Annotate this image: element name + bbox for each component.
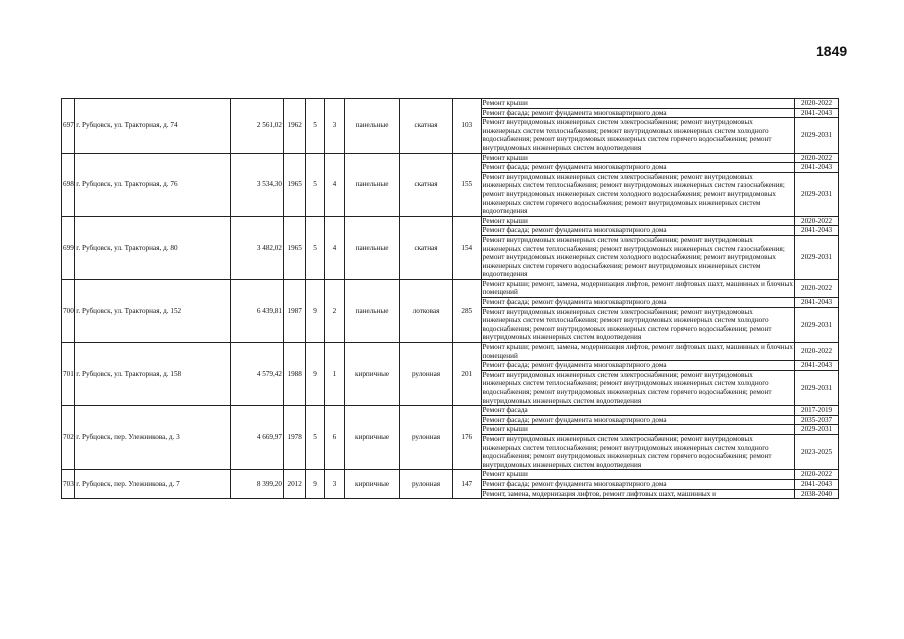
capital-repair-table	[61, 98, 839, 499]
roof-type-cell: рулонная	[400, 343, 453, 406]
roof-type-cell: скатная	[400, 216, 453, 279]
wall-material-cell: панельные	[345, 279, 400, 342]
floors-cell: 9	[306, 343, 324, 406]
area-cell: 4 579,42	[231, 343, 284, 406]
work-period-cell: 2041-2043	[795, 163, 839, 173]
area-cell: 6 439,81	[231, 279, 284, 342]
work-description-cell: Ремонт крыши	[481, 99, 795, 109]
work-description-cell: Ремонт фасада; ремонт фундамента многоквартирного дома	[481, 108, 795, 118]
work-description-cell: Ремонт внутридомовых инженерных систем электроснабжения; ремонт внутридомовых инженерных систем теплоснабжения; ремонт внутридомовых инженерных систем холодного водоснабжения; ремонт внутридомовых инженерных систем горячего водоснабжения; ремонт внутридомовых инженерных систем водоотведения	[481, 434, 795, 469]
work-description-cell: Ремонт, замена, модернизация лифтов, ремонт лифтовых шахт, машинных и	[481, 489, 795, 499]
flats-cell: 154	[453, 216, 482, 279]
row-number: 700	[62, 279, 75, 342]
row-number: 702	[62, 406, 75, 470]
flats-cell: 155	[453, 153, 482, 216]
work-period-cell: 2020-2022	[795, 279, 839, 297]
work-period-cell: 2020-2022	[795, 343, 839, 361]
address-cell: г. Рубцовск, ул. Тракторная, д. 74	[75, 99, 231, 154]
table-row	[62, 153, 839, 163]
wall-material-cell: панельные	[345, 153, 400, 216]
wall-material-cell: панельные	[345, 216, 400, 279]
roof-type-cell: рулонная	[400, 406, 453, 470]
floors-cell: 5	[306, 99, 324, 154]
work-period-cell: 2020-2022	[795, 99, 839, 109]
wall-material-cell: кирпичные	[345, 470, 400, 499]
table-body	[62, 99, 839, 499]
floors-cell: 5	[306, 216, 324, 279]
work-description-cell: Ремонт фасада; ремонт фундамента многоквартирного дома	[481, 298, 795, 308]
work-description-cell: Ремонт внутридомовых инженерных систем электроснабжения; ремонт внутридомовых инженерных систем теплоснабжения; ремонт внутридомовых инженерных систем холодного водоснабжения; ремонт внутридомовых инженерных систем горячего водоснабжения; ремонт внутридомовых инженерных систем водоотведения	[481, 307, 795, 342]
address-cell: г. Рубцовск, ул. Тракторная, д. 76	[75, 153, 231, 216]
floors-cell: 9	[306, 279, 324, 342]
work-description-cell: Ремонт крыши	[481, 425, 795, 435]
entrances-cell: 1	[324, 343, 344, 406]
roof-type-cell: скатная	[400, 153, 453, 216]
work-period-cell: 2029-2031	[795, 370, 839, 405]
year-cell: 1962	[283, 99, 305, 154]
year-cell: 1988	[283, 343, 305, 406]
work-period-cell: 2041-2043	[795, 226, 839, 236]
roof-type-cell: скатная	[400, 99, 453, 154]
year-cell: 2012	[283, 470, 305, 499]
work-period-cell: 2029-2031	[795, 172, 839, 216]
floors-cell: 5	[306, 153, 324, 216]
entrances-cell: 6	[324, 406, 344, 470]
area-cell: 8 399,20	[231, 470, 284, 499]
address-cell: г. Рубцовск, пер. Улежникова, д. 3	[75, 406, 231, 470]
work-period-cell: 2020-2022	[795, 153, 839, 163]
work-description-cell: Ремонт фасада; ремонт фундамента многоквартирного дома	[481, 479, 795, 489]
area-cell: 4 669,97	[231, 406, 284, 470]
work-period-cell: 2029-2031	[795, 118, 839, 153]
work-description-cell: Ремонт внутридомовых инженерных систем электроснабжения; ремонт внутридомовых инженерных систем теплоснабжения; ремонт внутридомовых инженерных систем холодного водоснабжения; ремонт внутридомовых инженерных систем горячего водоснабжения; ремонт внутридомовых инженерных систем водоотведения	[481, 118, 795, 153]
year-cell: 1978	[283, 406, 305, 470]
table-row	[62, 470, 839, 480]
row-number: 697	[62, 99, 75, 154]
work-description-cell: Ремонт фасада	[481, 406, 795, 416]
flats-cell: 285	[453, 279, 482, 342]
address-cell: г. Рубцовск, ул. Тракторная, д. 158	[75, 343, 231, 406]
work-description-cell: Ремонт крыши	[481, 216, 795, 226]
address-cell: г. Рубцовск, пер. Улежникова, д. 7	[75, 470, 231, 499]
work-period-cell: 2020-2022	[795, 470, 839, 480]
work-period-cell: 2023-2025	[795, 434, 839, 469]
work-period-cell: 2017-2019	[795, 406, 839, 416]
work-period-cell: 2041-2043	[795, 361, 839, 371]
roof-type-cell: рулонная	[400, 470, 453, 499]
floors-cell: 5	[306, 406, 324, 470]
work-period-cell: 2029-2031	[795, 235, 839, 279]
area-cell: 3 534,30	[231, 153, 284, 216]
year-cell: 1965	[283, 153, 305, 216]
entrances-cell: 4	[324, 216, 344, 279]
flats-cell: 147	[453, 470, 482, 499]
work-description-cell: Ремонт крыши; ремонт, замена, модернизация лифтов, ремонт лифтовых шахт, машинных и блочных помещений	[482, 343, 793, 360]
work-period-cell: 2029-2031	[795, 307, 839, 342]
entrances-cell: 4	[324, 153, 344, 216]
row-number: 701	[62, 343, 75, 406]
flats-cell: 201	[453, 343, 482, 406]
work-description-cell: Ремонт фасада; ремонт фундамента многоквартирного дома	[481, 163, 795, 173]
address-cell: г. Рубцовск, ул. Тракторная, д. 152	[75, 279, 231, 342]
entrances-cell: 3	[324, 470, 344, 499]
table-row	[62, 406, 839, 416]
wall-material-cell: панельные	[345, 99, 400, 154]
work-description-cell: Ремонт фасада; ремонт фундамента многоквартирного дома	[481, 415, 795, 425]
work-description-cell: Ремонт фасада; ремонт фундамента многоквартирного дома	[481, 226, 795, 236]
row-number: 703	[62, 470, 75, 499]
entrances-cell: 3	[324, 99, 344, 154]
work-period-cell: 2035-2037	[795, 415, 839, 425]
year-cell: 1987	[283, 279, 305, 342]
work-period-cell: 2020-2022	[795, 216, 839, 226]
floors-cell: 9	[306, 470, 324, 499]
work-description-cell: Ремонт крыши	[481, 153, 795, 163]
area-cell: 2 561,02	[231, 99, 284, 154]
work-description-cell: Ремонт крыши; ремонт, замена, модернизация лифтов, ремонт лифтовых шахт, машинных и блочных помещений	[482, 279, 793, 297]
wall-material-cell: кирпичные	[345, 343, 400, 406]
flats-cell: 176	[453, 406, 482, 470]
table-row	[62, 216, 839, 226]
work-period-cell: 2029-2031	[795, 425, 839, 435]
work-period-cell: 2041-2043	[795, 479, 839, 489]
roof-type-cell: лотковая	[400, 279, 453, 342]
table-row	[62, 99, 839, 109]
work-description-cell: Ремонт внутридомовых инженерных систем электроснабжения; ремонт внутридомовых инженерных систем теплоснабжения; ремонт внутридомовых инженерных систем газоснабжения; ремонт внутридомовых инженерных систем холодного водоснабжения; ремонт внутридомовых инженерных систем горячего водоснабжения; ремонт внутридомовых инженерных систем водоотведения	[481, 235, 795, 279]
year-cell: 1965	[283, 216, 305, 279]
table-row	[62, 279, 839, 297]
work-description-cell: Ремонт крыши	[481, 470, 795, 480]
work-period-cell: 2041-2043	[795, 298, 839, 308]
entrances-cell: 2	[324, 279, 344, 342]
area-cell: 3 482,02	[231, 216, 284, 279]
table-row	[62, 343, 839, 361]
row-number: 698	[62, 153, 75, 216]
page-number: 1849	[816, 43, 848, 59]
work-description-cell: Ремонт фасада; ремонт фундамента многоквартирного дома	[481, 361, 795, 371]
work-description-cell: Ремонт внутридомовых инженерных систем электроснабжения; ремонт внутридомовых инженерных систем теплоснабжения; ремонт внутридомовых инженерных систем холодного водоснабжения; ремонт внутридомовых инженерных систем горячего водоснабжения; ремонт внутридомовых инженерных систем водоотведения	[481, 370, 795, 405]
wall-material-cell: кирпичные	[345, 406, 400, 470]
address-cell: г. Рубцовск, ул. Тракторная, д. 80	[75, 216, 231, 279]
flats-cell: 103	[453, 99, 482, 154]
row-number: 699	[62, 216, 75, 279]
work-period-cell: 2041-2043	[795, 108, 839, 118]
work-description-cell: Ремонт внутридомовых инженерных систем электроснабжения; ремонт внутридомовых инженерных систем теплоснабжения; ремонт внутридомовых инженерных систем газоснабжения; ремонт внутридомовых инженерных систем холодного водоснабжения; ремонт внутридомовых инженерных систем горячего водоснабжения; ремонт внутридомовых инженерных систем водоотведения	[481, 172, 795, 216]
work-period-cell: 2038-2040	[795, 489, 839, 499]
